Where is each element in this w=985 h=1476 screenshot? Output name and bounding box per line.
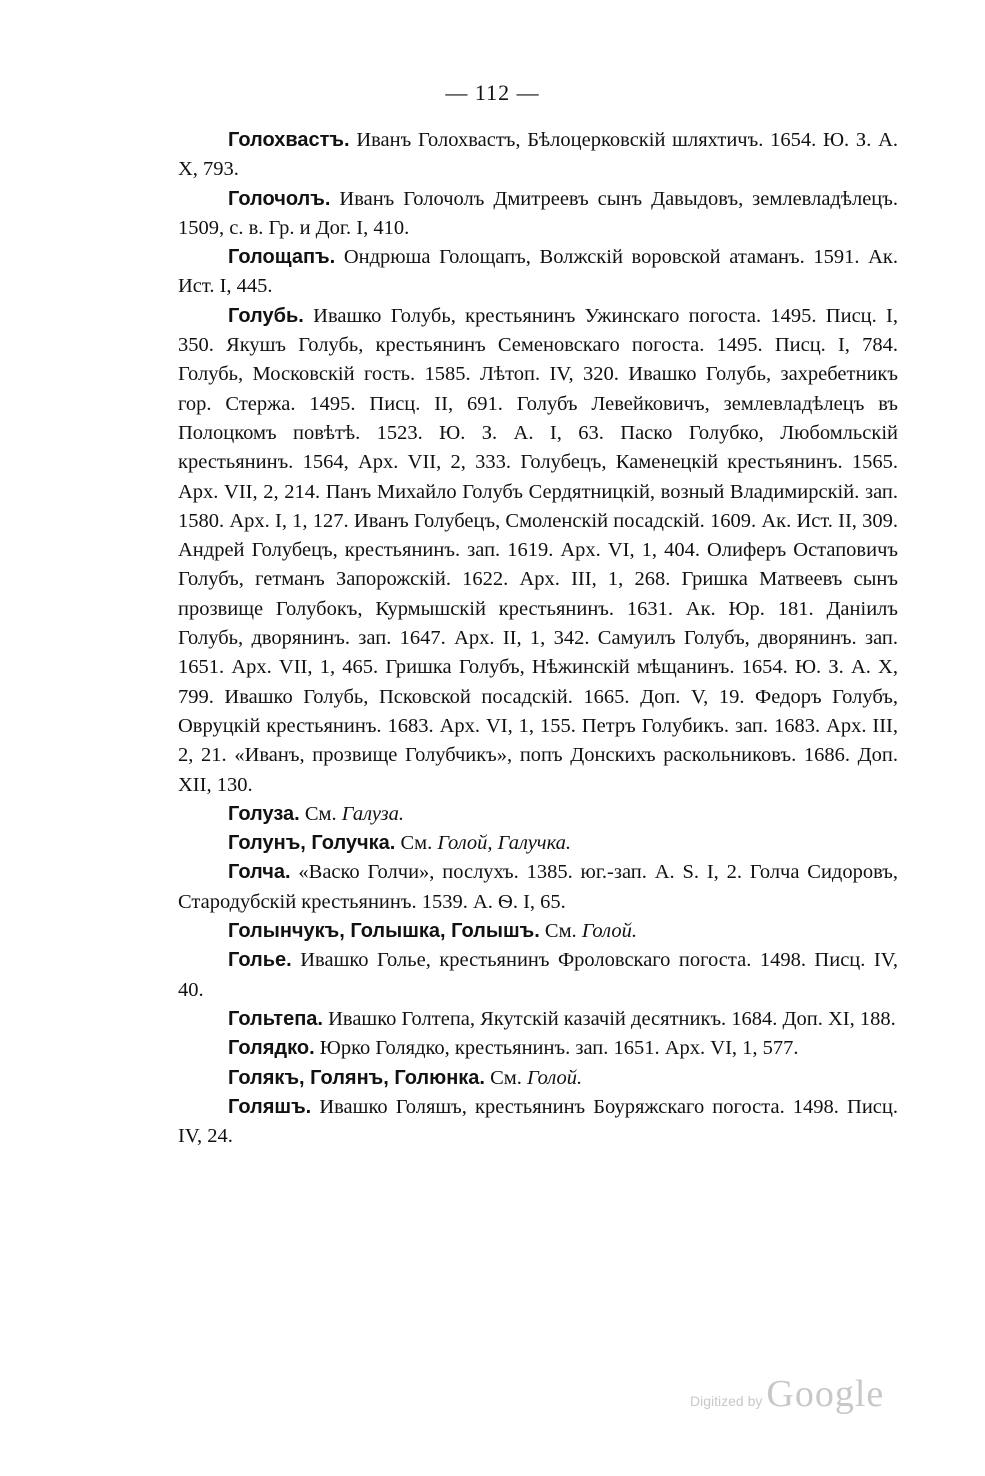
entry-headword: Голубь.: [228, 304, 304, 327]
dictionary-entries: [178, 126, 898, 1151]
entry: [178, 829, 898, 858]
google-logo: Google: [766, 1373, 885, 1415]
entry-headword: Голядко.: [228, 1037, 315, 1060]
digitized-watermark: [690, 1372, 884, 1416]
entry-text: Иванъ Голохвастъ, Бѣлоцерковскій шляхтичъ. 1654. Ю. З. А. X, 793.: [178, 129, 899, 181]
entry-text: См.: [490, 1066, 522, 1089]
entry: [178, 800, 898, 829]
entry: [178, 858, 898, 917]
entry-headword: Голье.: [228, 949, 292, 972]
entry-text: Ивашко Голье, крестьянинъ Фроловскаго погоста. 1498. Писц. IV, 40.: [178, 949, 898, 1001]
entry: [178, 302, 898, 800]
entry-headword: Голынчукъ, Голышка, Голышъ.: [228, 920, 540, 943]
entry: [178, 185, 898, 244]
entry-text: См.: [304, 802, 337, 825]
entry: [178, 1093, 898, 1152]
entry-headword: Гольтепа.: [228, 1007, 323, 1030]
entry-reference: Голой.: [527, 1066, 583, 1089]
entry: [178, 917, 898, 946]
entry: [178, 1005, 898, 1034]
watermark-prefix: Digitized by: [690, 1393, 763, 1409]
entry: [178, 243, 898, 302]
entry-headword: Голощапъ.: [228, 246, 336, 269]
entry-text: См.: [400, 832, 433, 855]
entry-headword: Голочолъ.: [228, 187, 331, 210]
entry-headword: Голякъ, Голянъ, Голюнка.: [228, 1066, 485, 1089]
entry: [178, 126, 898, 185]
entry-reference: Голой.: [581, 920, 637, 943]
entry-text: Ивашко Голубь, крестьянинъ Ужинскаго погоста. 1495. Писц. I, 350. Якушъ Голубь, крестьянинъ Семеновскаго погоста. 1495. Писц. I, 784. Голубь, Московскій гость. 1585. Лѣтоп. IV, 320. Ивашко Голубь, захребетникъ гор. Стержа. 1495. Писц. II, 691. Голубъ Левейковичъ, землевладѣлецъ въ Полоцкомъ повѣтѣ. 1523. Ю. З. А. I, 63. Паско Голубко, Любомльскій крестьянинъ. 1564, Арх. VII, 2, 333. Голубецъ, Каменецкій крестьянинъ. 1565. Арх. VII, 2, 214. Панъ Михайло Голубъ Сердятницкій, возный Владимирскій. зап. 1580. Арх. I, 1, 127. Иванъ Голубецъ, Смоленскій посадскій. 1609. Ак. Ист. II, 309. Андрей Голубецъ, крестьянинъ. зап. 1619. Арх. VI, 1, 404. Олиферъ Остаповичъ Голубъ, гетманъ Запорожскій. 1622. Арх. III, 1, 268. Гришка Матвеевъ сынъ прозвище Голубокъ, Курмышскій крестьянинъ. 1631. Ак. Юр. 181. Даніилъ Голубь, дворянинъ. зап. 1647. Арх. II, 1, 342. Самуилъ Голубъ, дворянинъ. зап. 1651. Арх. VII, 1, 465. Гришка Голубъ, Нѣжинскій мѣщанинъ. 1654. Ю. З. А. X, 799. Ивашко Голубь, Псковской посадскій. 1665. Доп. V, 19. Федоръ Голубъ, Овруцкій крестьянинъ. 1683. Арх. VI, 1, 155. Петръ Голубикъ. зап. 1683. Арх. III, 2, 21. «Иванъ, прозвище Голубчикъ», попъ Донскихъ раскольниковъ. 1686. Доп. XII, 130.: [178, 304, 898, 796]
entry: [178, 1064, 898, 1093]
entry-reference: Галуза.: [341, 802, 405, 825]
entry: [178, 946, 898, 1005]
page-number: — 112 —: [445, 80, 540, 105]
entry-headword: Голяшъ.: [228, 1095, 312, 1118]
entry-headword: Голунъ, Голучка.: [228, 832, 396, 855]
entry: [178, 1034, 898, 1063]
entry-text: См.: [544, 920, 577, 943]
entry-headword: Голохвастъ.: [228, 129, 350, 151]
entry-text: Ивашко Голяшъ, крестьянинъ Боуряжскаго погоста. 1498. Писц. IV, 24.: [178, 1095, 898, 1148]
entry-text: Иванъ Голочолъ Дмитреевъ сынъ Давыдовъ, землевладѣлецъ. 1509, с. в. Гр. и Дог. I, 410.: [178, 187, 898, 239]
entry-text: Ивашко Голтепа, Якутскій казачій десятникъ. 1684. Доп. XI, 188.: [328, 1007, 896, 1030]
entry-text: «Васко Голчи», послухъ. 1385. юг.-зап. А. S. I, 2. Голча Сидоровъ, Стародубскій крестьянинъ. 1539. А. Ѳ. I, 65.: [178, 861, 899, 913]
entry-headword: Голча.: [228, 861, 291, 884]
entry-headword: Голуза.: [228, 802, 300, 825]
entry-reference: Голой, Галучка.: [437, 832, 572, 855]
entry-text: Ондрюша Голощапъ, Волжскій воровской атаманъ. 1591. Ак. Ист. I, 445.: [178, 246, 899, 298]
entry-text: Юрко Голядко, крестьянинъ. зап. 1651. Арх. VI, 1, 577.: [319, 1037, 799, 1060]
